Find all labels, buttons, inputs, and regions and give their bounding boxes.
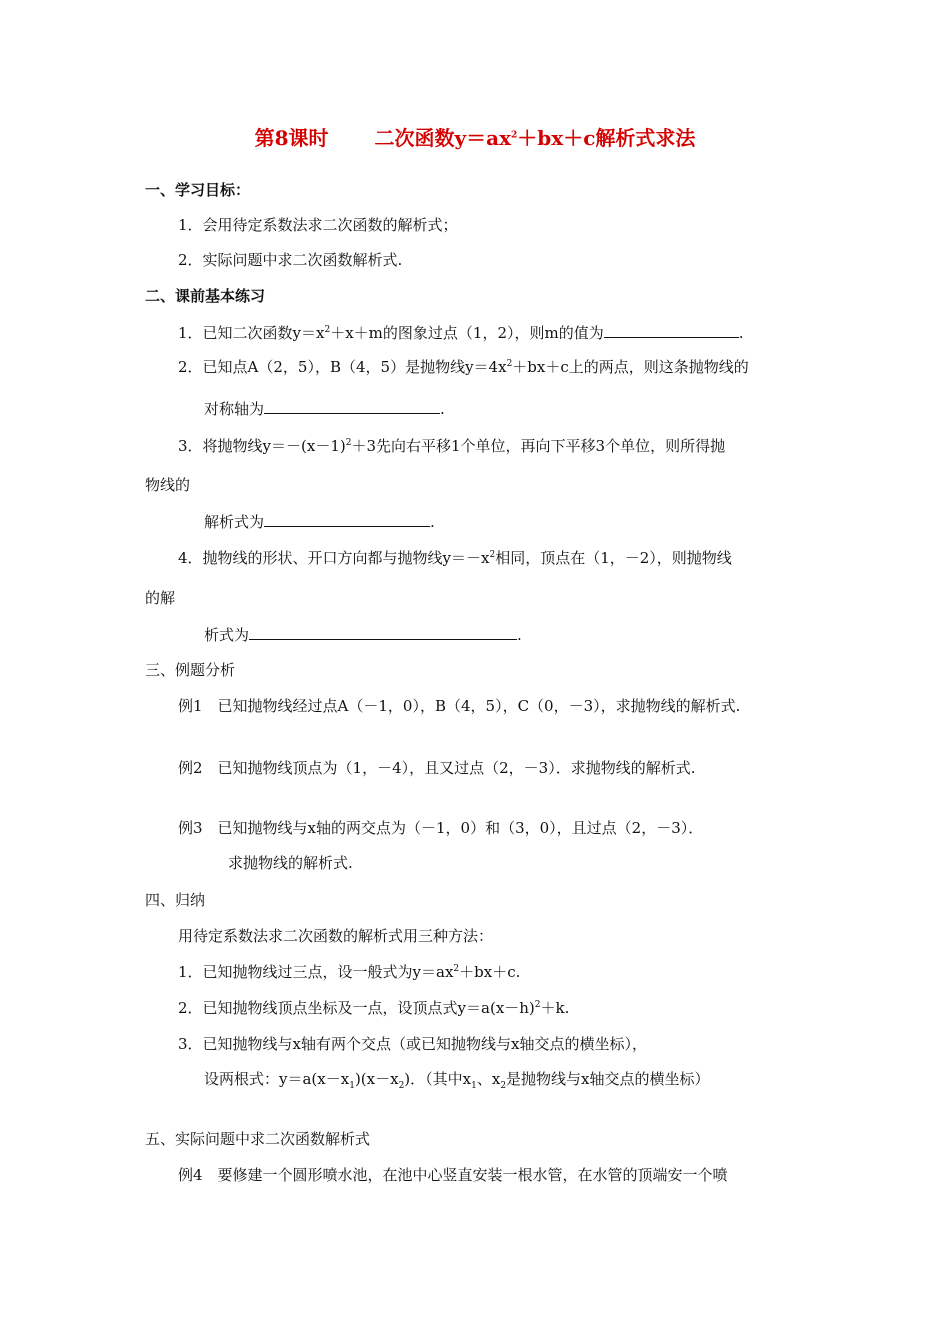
exercise-2: 2．已知点A（2，5），B（4，5）是抛物线$y=4x^2+bx+c$上的两点，则这条抛物线的: [178, 358, 749, 376]
method-1: 1．已知抛物线过三点，设一般式为$y=ax^2+bx+c$.: [178, 963, 521, 981]
exercise-2-cont: 对称轴为 .: [204, 400, 445, 418]
method-3-formula: 设两根式：$y=a(x-x_1)(x-x_2)$．（其中$x_1$、$x_2$是抛物线与x轴交点的横坐标）: [204, 1070, 710, 1091]
method-3: 3．已知抛物线与x轴有两个交点（或已知抛物线与x轴交点的横坐标），: [178, 1035, 647, 1053]
example-1: 例1 已知抛物线经过点A（－1，0），B（4，5），C（0，－3），求抛物线的解析式.: [178, 697, 741, 715]
section2-heading: 二、课前基本练习: [145, 287, 266, 305]
exercise-4: 4．抛物线的形状、开口方向都与抛物线$y=-x^2$相同，顶点在（1，－2），则抛物线: [178, 549, 732, 567]
example-4: 例4 要修建一个圆形喷水池，在池中心竖直安装一根水管，在水管的顶端安一个喷: [178, 1166, 728, 1184]
example-2: 例2 已知抛物线顶点为（1，－4），且又过点（2，－3）．求抛物线的解析式.: [178, 759, 696, 777]
section1-heading: 一、学习目标：: [145, 181, 251, 199]
objective-1: 1．会用待定系数法求二次函数的解析式；: [178, 216, 458, 234]
exercise-4-cont: 析式为 .: [204, 626, 522, 644]
exercise-1: 1．已知二次函数$y=x^2+x+m$的图象过点（1，2），则m的值为 .: [178, 324, 744, 342]
exercise-3-cont: 解析式为 .: [204, 513, 435, 531]
title-part2: ＋bx＋c解析式求法: [517, 126, 696, 150]
summary-intro: 用待定系数法求二次函数的解析式用三种方法：: [178, 927, 494, 945]
answer-blank[interactable]: [264, 398, 440, 414]
answer-blank[interactable]: [249, 624, 517, 640]
example-3-cont: 求抛物线的解析式.: [228, 854, 353, 872]
method-2: 2．已知抛物线顶点坐标及一点，设顶点式$y=a(x-h)^2+k$.: [178, 999, 570, 1017]
section3-heading: 三、例题分析: [145, 661, 236, 679]
section5-heading: 五、实际问题中求二次函数解析式: [145, 1130, 371, 1148]
title-sup: 2: [511, 130, 518, 141]
title-part1: 二次函数y＝ax: [374, 126, 512, 150]
page-title: [0, 124, 950, 152]
answer-blank[interactable]: [264, 511, 430, 527]
exercise-4-wrap: 的解: [145, 589, 176, 607]
answer-blank[interactable]: [604, 322, 739, 338]
example-3: 例3 已知抛物线与x轴的两交点为（－1，0）和（3，0），且过点（2，－3）．: [178, 819, 704, 837]
exercise-3: 3．将抛物线$y=-(x-1)^2+3$先向右平移1个单位，再向下平移3个单位，则所得抛: [178, 437, 726, 455]
lesson-number: 第8课时: [254, 126, 329, 150]
exercise-3-wrap: 物线的: [145, 476, 191, 494]
objective-2: 2．实际问题中求二次函数解析式.: [178, 251, 403, 269]
section4-heading: 四、归纳: [145, 891, 206, 909]
